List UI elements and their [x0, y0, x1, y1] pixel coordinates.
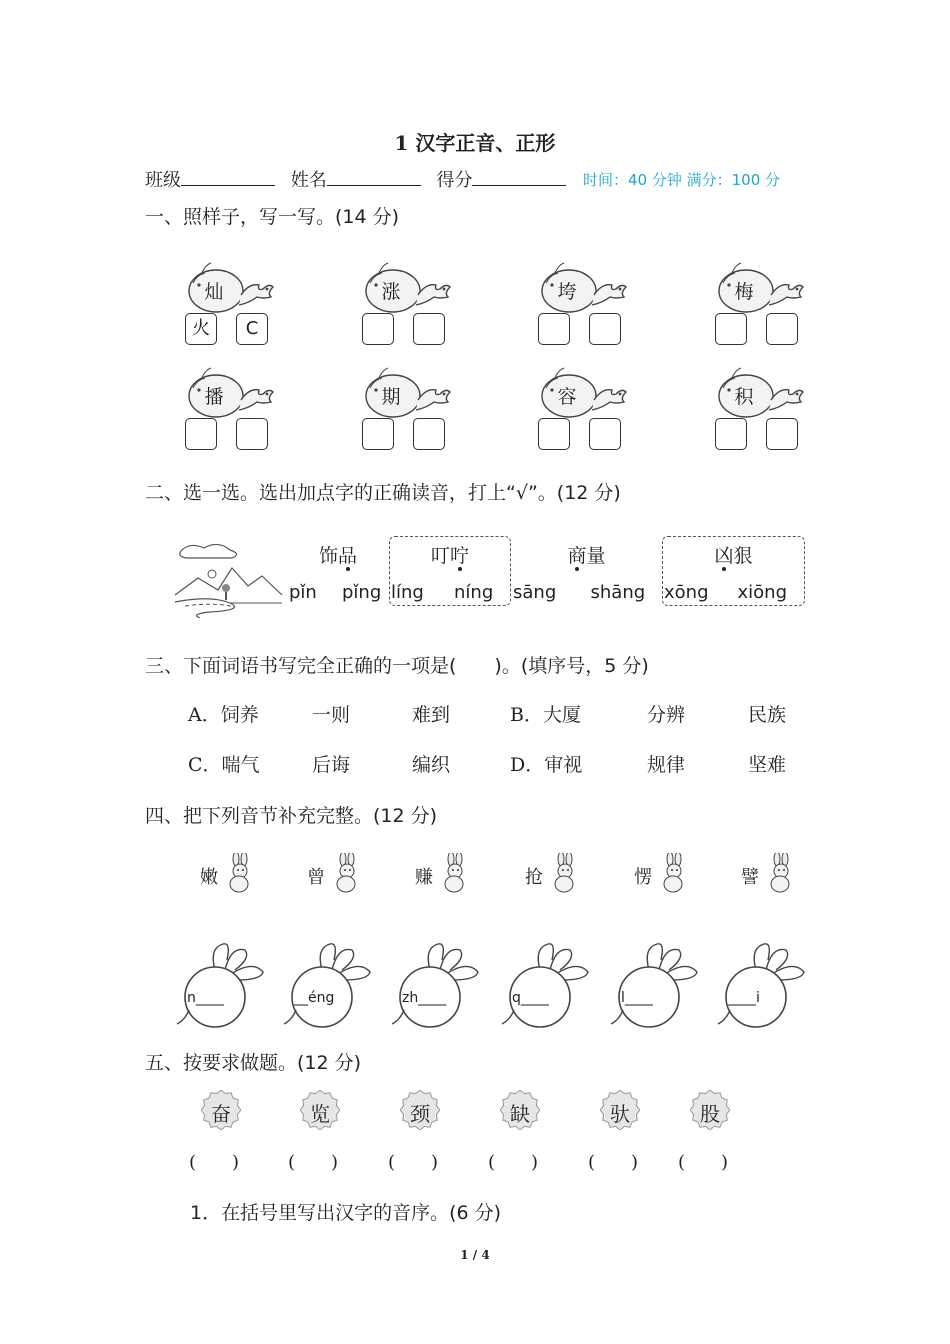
- seal-char: [500, 1090, 540, 1130]
- radish-icon: [390, 940, 485, 1034]
- pinyin-option[interactable]: shāng: [590, 582, 646, 603]
- pinyin-order-paren[interactable]: ( ): [678, 1152, 729, 1173]
- word-option: 一则: [312, 704, 351, 726]
- rabbit-icon: [224, 853, 254, 897]
- choice-word: 商量: [567, 545, 606, 567]
- answer-box[interactable]: 火: [185, 313, 217, 345]
- answer-box[interactable]: [589, 418, 621, 450]
- class-blank[interactable]: [181, 169, 275, 186]
- word-option: A．饲养: [188, 704, 259, 726]
- radish-icon: [609, 940, 704, 1034]
- answer-box[interactable]: [538, 418, 570, 450]
- bird-char: 期: [381, 386, 401, 408]
- seal-char: [400, 1090, 440, 1130]
- bird-item: [360, 362, 460, 452]
- pinyin-option[interactable]: pǐn: [289, 582, 317, 603]
- class-label: 班级: [145, 170, 181, 191]
- rabbit-char: 愣: [634, 867, 652, 888]
- answer-box[interactable]: [362, 418, 394, 450]
- word-option: C．喘气: [188, 754, 260, 776]
- seal-char-text: 驮: [610, 1102, 630, 1126]
- bird-char: 垮: [557, 281, 577, 303]
- seal-char-text: 览: [310, 1102, 330, 1126]
- word-option: 后诲: [312, 754, 351, 776]
- word-option: 民族: [748, 704, 787, 726]
- syllable-blank[interactable]: n____: [187, 990, 224, 1006]
- emphasis-dot: [722, 567, 726, 571]
- emphasis-dot: [458, 567, 462, 571]
- answer-box[interactable]: [236, 418, 268, 450]
- pinyin-option[interactable]: líng: [391, 582, 424, 603]
- word-option: D．审视: [510, 754, 583, 776]
- rabbit-char: 赚: [415, 867, 433, 888]
- seal-char: [201, 1090, 241, 1130]
- radish-icon: [716, 940, 811, 1034]
- answer-box[interactable]: [538, 313, 570, 345]
- bird-item: [713, 362, 813, 452]
- bird-char: 梅: [734, 281, 754, 303]
- syllable-blank[interactable]: zh____: [402, 990, 447, 1006]
- syllable-blank[interactable]: ____i: [728, 990, 760, 1006]
- word-option: 坚难: [748, 754, 787, 776]
- seal-char-text: 缺: [510, 1102, 530, 1126]
- pinyin-order-paren[interactable]: ( ): [488, 1152, 539, 1173]
- rabbit-icon: [439, 853, 469, 897]
- syllable-blank[interactable]: l____: [621, 990, 653, 1006]
- bird-char: 涨: [381, 281, 401, 303]
- emphasis-dot: [575, 567, 579, 571]
- radish-icon: [282, 940, 377, 1034]
- pinyin-order-paren[interactable]: ( ): [388, 1152, 439, 1173]
- syllable-blank[interactable]: __éng: [294, 990, 335, 1006]
- word-option: B．大厦: [510, 704, 581, 726]
- page-title: 1 汉字正音、正形: [394, 131, 556, 155]
- seal-char: [600, 1090, 640, 1130]
- bird-item: [536, 257, 636, 347]
- bird-char: 容: [557, 386, 577, 408]
- answer-box[interactable]: [715, 418, 747, 450]
- word-option: 规律: [647, 754, 686, 776]
- rabbit-icon: [549, 853, 579, 897]
- bird-char: 积: [734, 386, 754, 408]
- bird-item: [713, 257, 813, 347]
- word-option: 难到: [412, 704, 451, 726]
- word-option: 编织: [412, 754, 451, 776]
- answer-box[interactable]: [413, 313, 445, 345]
- bird-char: 灿: [204, 281, 224, 303]
- pinyin-option[interactable]: níng: [454, 582, 494, 603]
- landscape-illustration: [170, 540, 285, 618]
- section4-heading: 四、把下列音节补充完整。(12 分): [145, 805, 438, 827]
- answer-box[interactable]: [362, 313, 394, 345]
- bird-item: [183, 362, 283, 452]
- choice-word: 饰品: [318, 545, 357, 567]
- rabbit-icon: [331, 853, 361, 897]
- rabbit-char: 抢: [525, 867, 543, 888]
- pinyin-option[interactable]: pǐng: [342, 582, 382, 603]
- choice-word: 凶狠: [714, 545, 753, 567]
- pinyin-option[interactable]: xiōng: [737, 582, 787, 603]
- info-line: [145, 166, 576, 192]
- answer-box[interactable]: [413, 418, 445, 450]
- section1-heading: 一、照样子，写一写。(14 分): [145, 206, 400, 228]
- rabbit-char: 譬: [741, 867, 759, 888]
- answer-box[interactable]: [589, 313, 621, 345]
- rabbit-icon: [658, 853, 688, 897]
- pinyin-option[interactable]: sāng: [513, 582, 557, 603]
- section3-heading: 三、下面词语书写完全正确的一项是( )。(填序号，5 分): [145, 655, 649, 677]
- seal-char-text: 奋: [211, 1102, 231, 1126]
- bird-item: [183, 257, 283, 347]
- seal-char-text: 股: [700, 1102, 720, 1126]
- seal-char: [300, 1090, 340, 1130]
- answer-box[interactable]: [185, 418, 217, 450]
- radish-icon: [175, 940, 270, 1034]
- time-info: 时间：40 分钟 满分：100 分: [583, 171, 781, 189]
- answer-box[interactable]: C: [236, 313, 268, 345]
- syllable-blank[interactable]: q____: [512, 990, 549, 1006]
- radish-icon: [500, 940, 595, 1034]
- bird-item: [536, 362, 636, 452]
- rabbit-char: 嫩: [200, 867, 218, 888]
- rabbit-char: 曾: [307, 867, 325, 888]
- answer-box[interactable]: [766, 313, 798, 345]
- seal-char-text: 颈: [410, 1102, 430, 1126]
- bird-char: 播: [204, 386, 224, 408]
- pinyin-order-paren[interactable]: ( ): [189, 1152, 240, 1173]
- score-blank[interactable]: [472, 169, 566, 186]
- rabbit-icon: [765, 853, 795, 897]
- bird-item: [360, 257, 460, 347]
- name-label: 姓名: [290, 170, 327, 191]
- answer-box[interactable]: [766, 418, 798, 450]
- name-blank[interactable]: [327, 169, 421, 186]
- section5-question1: 1．在括号里写出汉字的音序。(6 分): [190, 1202, 502, 1224]
- section5-heading: 五、按要求做题。(12 分): [145, 1052, 362, 1074]
- seal-char: [690, 1090, 730, 1130]
- score-label: 得分: [436, 170, 473, 191]
- page-number: 1 / 4: [460, 1248, 490, 1262]
- pinyin-order-paren[interactable]: ( ): [588, 1152, 639, 1173]
- pinyin-order-paren[interactable]: ( ): [288, 1152, 339, 1173]
- pinyin-option[interactable]: xōng: [664, 582, 709, 603]
- choice-word: 叮咛: [430, 545, 469, 567]
- emphasis-dot: [346, 567, 350, 571]
- word-option: 分辨: [647, 704, 686, 726]
- section2-heading: 二、选一选。选出加点字的正确读音，打上“√”。(12 分): [145, 482, 621, 504]
- answer-box[interactable]: [715, 313, 747, 345]
